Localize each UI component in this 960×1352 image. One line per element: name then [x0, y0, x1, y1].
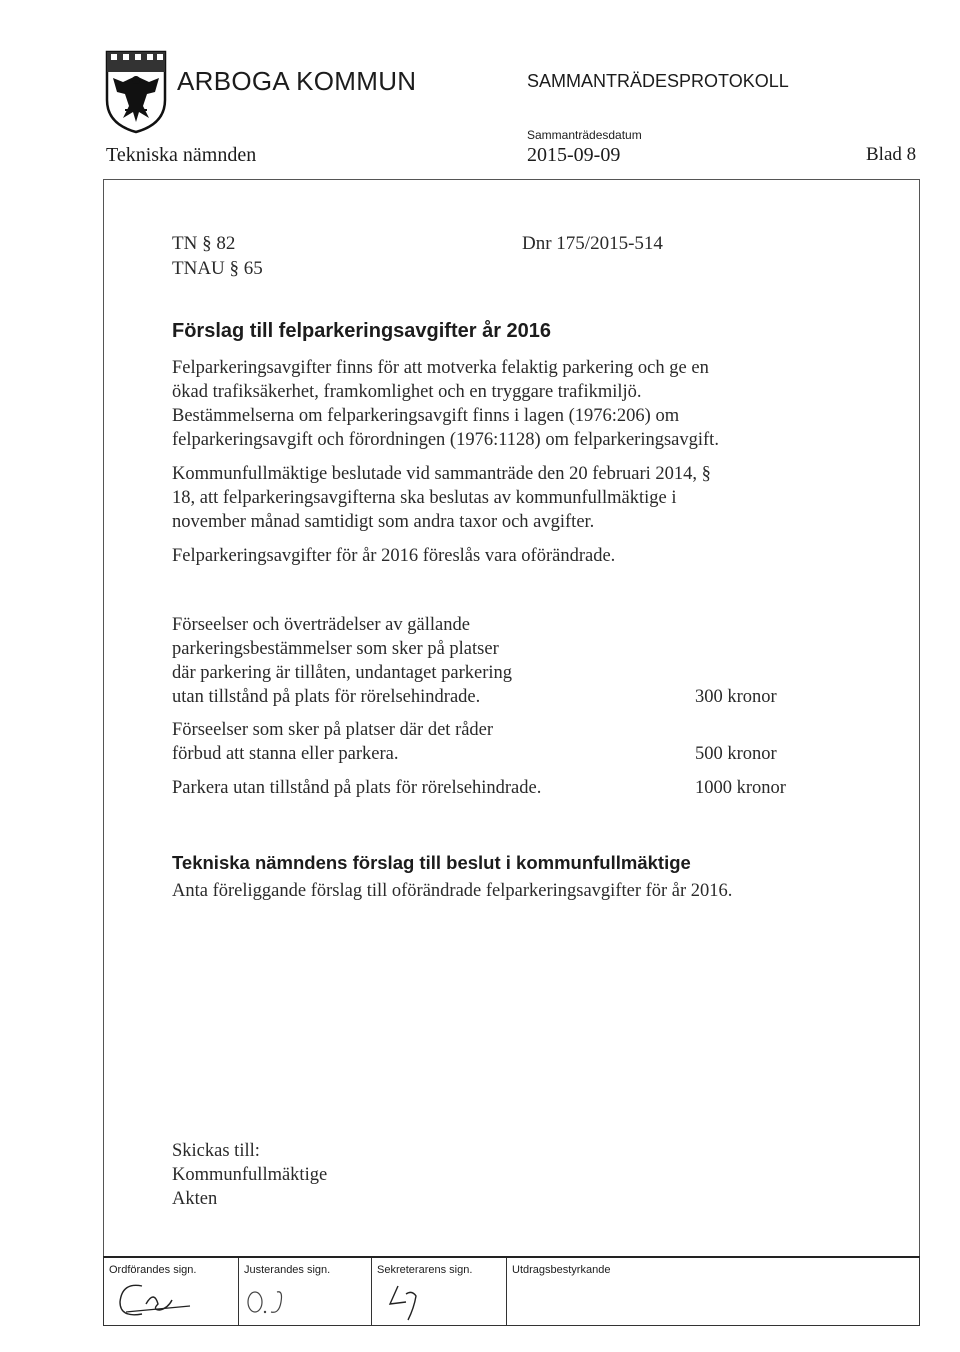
- unchanged-fees-statement: Felparkeringsavgifter för år 2016 föreslås vara oförändrade.: [172, 546, 616, 566]
- fee-line: Parkera utan tillstånd på plats för rörelsehindrade.: [172, 778, 542, 798]
- intro-line: ökad trafiksäkerhet, framkomlighet och en tryggare trafikmiljö.: [172, 382, 642, 402]
- document-type: SAMMANTRÄDESPROTOKOLL: [527, 71, 789, 91]
- adjuster-signature-mark: [243, 1282, 303, 1322]
- fee-description: [172, 613, 512, 709]
- page-number: Blad 8: [866, 144, 917, 165]
- recipient: Akten: [172, 1189, 218, 1209]
- secretary-signature-cell: [372, 1258, 507, 1325]
- fee-line: där parkering är tillåten, undantaget parkering: [172, 663, 513, 683]
- fee-amount: 1000 kronor: [695, 778, 786, 798]
- intro-paragraph: [172, 356, 719, 452]
- fee-line: utan tillstånd på plats för rörelsehindrade.: [172, 687, 481, 707]
- chair-signature-mark: [112, 1280, 192, 1324]
- fee-description: [172, 776, 541, 800]
- proposal-heading: Tekniska nämndens förslag till beslut i kommunfullmäktige: [172, 852, 691, 873]
- chair-signature-cell: [104, 1258, 239, 1325]
- certified-extract-cell: [507, 1258, 919, 1325]
- distribution-list: [172, 1139, 327, 1211]
- secretary-signature-mark: [384, 1280, 434, 1324]
- adjuster-signature-label: Justerandes sign.: [244, 1264, 331, 1276]
- municipality-name: ARBOGA KOMMUN: [177, 66, 417, 96]
- meeting-date: 2015-09-09: [527, 144, 621, 166]
- fee-amount: 500 kronor: [695, 744, 777, 764]
- meeting-date-label: Sammanträdesdatum: [527, 128, 642, 142]
- intro-line: Felparkeringsavgifter finns för att motverka felaktig parkering och ge en: [172, 358, 709, 378]
- decision-history-paragraph: [172, 462, 711, 534]
- committee-name: Tekniska nämnden: [106, 144, 257, 166]
- signature-box: [103, 1256, 920, 1326]
- fee-line: förbud att stanna eller parkera.: [172, 744, 399, 764]
- recipient: Kommunfullmäktige: [172, 1165, 328, 1185]
- fee-line: Förseelser som sker på platser där det råder: [172, 720, 494, 740]
- secretary-signature-label: Sekreterarens sign.: [377, 1264, 473, 1276]
- intro-line: Bestämmelserna om felparkeringsavgift finns i lagen (1976:206) om: [172, 406, 680, 426]
- fee-line: parkeringsbestämmelser som sker på platser: [172, 639, 499, 659]
- tnau-reference: TNAU § 65: [172, 258, 263, 279]
- diary-number: Dnr 175/2015-514: [522, 233, 663, 254]
- fee-description: [172, 718, 493, 766]
- page-title: Förslag till felparkeringsavgifter år 2016: [172, 320, 552, 342]
- history-line: november månad samtidigt som andra taxor och avgifter.: [172, 512, 595, 532]
- history-line: Kommunfullmäktige beslutade vid sammanträde den 20 februari 2014, §: [172, 464, 711, 484]
- certified-extract-label: Utdragsbestyrkande: [512, 1264, 611, 1276]
- history-line: 18, att felparkeringsavgifterna ska beslutas av kommunfullmäktige i: [172, 488, 677, 508]
- distribution-label: Skickas till:: [172, 1141, 260, 1161]
- tn-reference: TN § 82: [172, 233, 236, 254]
- coat-of-arms-logo: [103, 48, 169, 134]
- intro-line: felparkeringsavgift och förordningen (1976:1128) om felparkeringsavgift.: [172, 430, 719, 450]
- fee-line: Förseelser och överträdelser av gällande: [172, 615, 470, 635]
- fee-amount: 300 kronor: [695, 687, 777, 707]
- adjuster-signature-cell: [239, 1258, 372, 1325]
- proposal-text: Anta föreliggande förslag till oförändrade felparkeringsavgifter för år 2016.: [172, 881, 733, 901]
- chair-signature-label: Ordförandes sign.: [109, 1264, 197, 1276]
